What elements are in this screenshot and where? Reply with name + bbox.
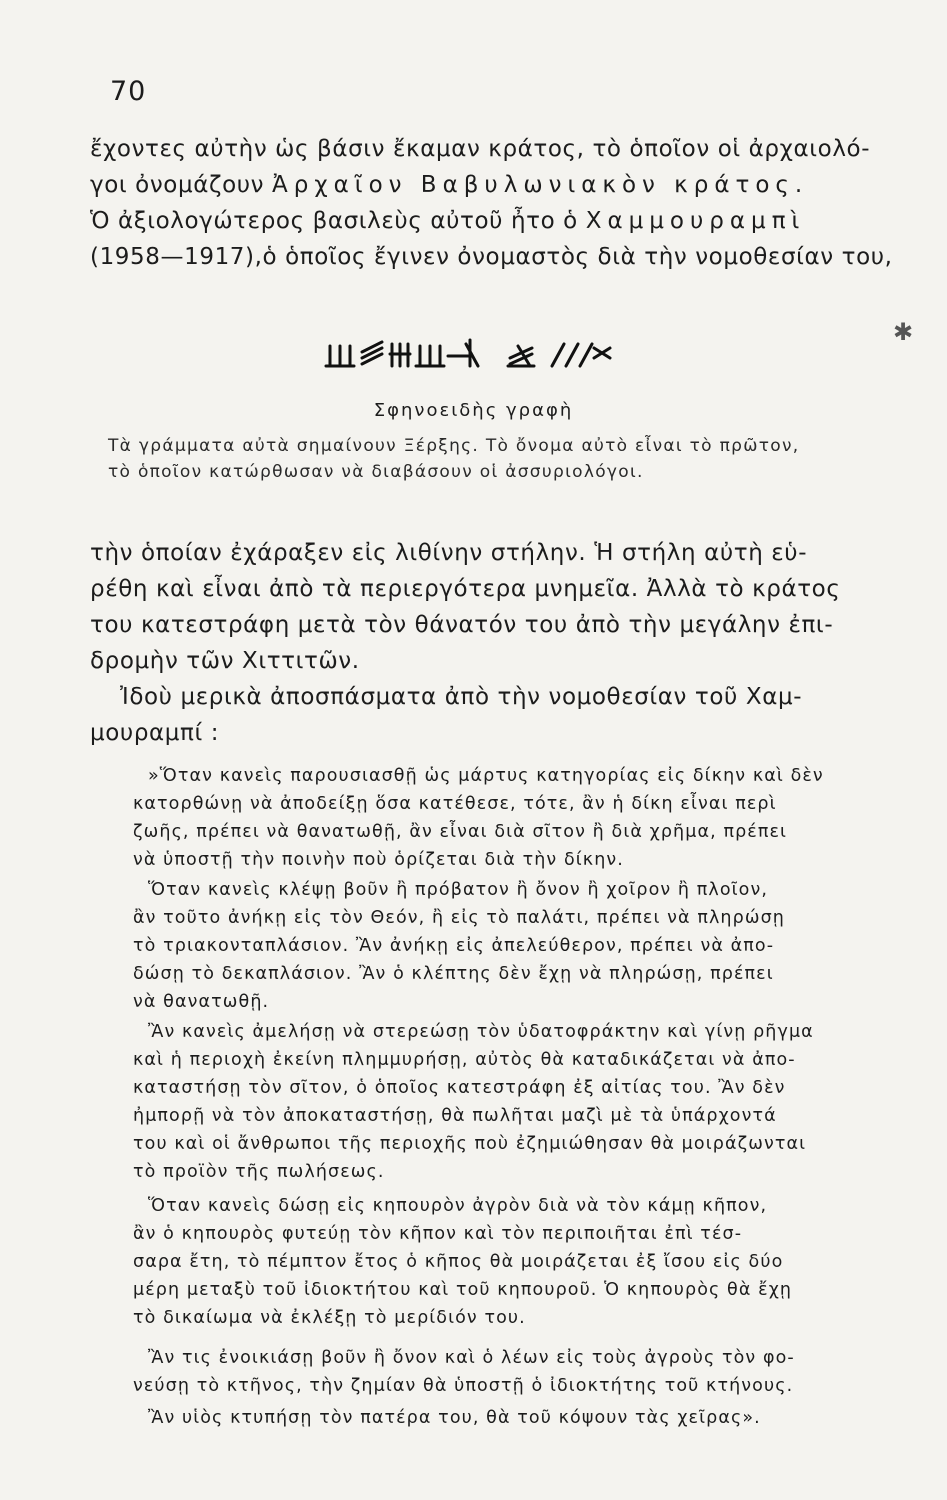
intro-line-3-text: Ὁ ἀξιολογώτερος βασιλεὺς αὐτοῦ ἦτο ὁ [90,208,586,234]
body-line-6: μουραμπί : [90,720,220,746]
cuneiform-script-figure [320,318,640,378]
body-line-2: ρέθη καὶ εἶναι ἀπὸ τὰ περιεργότερα μνημεῖα. Ἀλλὰ τὸ κράτος [90,576,841,602]
hammurabi-name: Χαμμουραμπὶ [585,208,806,234]
quote-line: νὰ θανατωθῇ. [133,992,270,1012]
quote-line: Ἂν κανεὶς ἀμελήσῃ νὰ στερεώσῃ τὸν ὑδατοφράκτην καὶ γίνῃ ρῆγμα [148,1022,814,1042]
quote-line: καὶ ἡ περιοχὴ ἐκείνη πλημμυρήσῃ, αὐτὸς θὰ καταδικάζεται νὰ ἀπο- [133,1050,796,1070]
ancient-babylonian-kingdom-term: Ἀρχαῖον Βαβυλωνιακὸν κράτος. [272,172,809,198]
quote-line: καταστήσῃ τὸν σῖτον, ὁ ὁποῖος κατεστράφη ἐξ αἰτίας του. Ἂν δὲν [133,1078,786,1098]
quote-line: ἂν ὁ κηπουρὸς φυτεύῃ τὸν κῆπον καὶ τὸν περιποιῆται ἐπὶ τέσ- [133,1224,743,1244]
body-line-3: του κατεστράφη μετὰ τὸν θάνατόν του ἀπὸ τὴν μεγάλην ἐπι- [90,612,834,638]
quote-line: Ὅταν κανεὶς δώσῃ εἰς κηπουρὸν ἀγρὸν διὰ νὰ τὸν κάμῃ κῆπον, [148,1196,768,1216]
figure-caption-line-1: Τὰ γράμματα αὐτὰ σημαίνουν Ξέρξης. Τὸ ὄνομα αὐτὸ εἶναι τὸ πρῶτον, [108,436,800,456]
quote-line: ζωῆς, πρέπει νὰ θανατωθῇ, ἂν εἶναι διὰ σῖτον ἢ διὰ χρῆμα, πρέπει [133,822,788,842]
intro-line-4: (1958—1917),ὁ ὁποῖος ἔγινεν ὀνομαστὸς διὰ τὴν νομοθεσίαν του, [90,244,893,270]
intro-line-2-text: γοι ὀνομάζουν [90,172,273,198]
body-line-4: δρομὴν τῶν Χιττιτῶν. [90,648,360,674]
quote-line: μέρη μεταξὺ τοῦ ἰδιοκτήτου καὶ τοῦ κηπουροῦ. Ὁ κηπουρὸς θὰ ἔχῃ [133,1280,793,1300]
body-line-1: τὴν ὁποίαν ἐχάραξεν εἰς λιθίνην στήλην. Ἡ στήλη αὐτὴ εὑ- [90,540,808,566]
quote-line: νὰ ὑποστῇ τὴν ποινὴν ποὺ ὁρίζεται διὰ τὴν δίκην. [133,850,624,870]
intro-line-2 [90,172,808,198]
quote-line: Ἂν υἱὸς κτυπήσῃ τὸν πατέρα του, θὰ τοῦ κόψουν τὰς χεῖρας». [148,1408,761,1428]
quote-line: τὸ προϊὸν τῆς πωλήσεως. [133,1162,385,1182]
quote-line: τὸ τριακονταπλάσιον. Ἂν ἀνήκῃ εἰς ἀπελεύθερον, πρέπει νὰ ἀπο- [133,936,775,956]
intro-line-1: ἔχοντες αὐτὴν ὡς βάσιν ἔκαμαν κράτος, τὸ ὁποῖον οἱ ἀρχαιολό- [90,136,871,162]
body-line-5: Ἰδοὺ μερικὰ ἀποσπάσματα ἀπὸ τὴν νομοθεσίαν τοῦ Χαμ- [120,684,803,710]
intro-line-3 [90,208,805,234]
page-number: 70 [110,76,147,107]
quote-line: ἂν τοῦτο ἀνήκῃ εἰς τὸν Θεόν, ἢ εἰς τὸ παλάτι, πρέπει νὰ πληρώσῃ [133,908,785,928]
figure-caption-title: Σφηνοειδὴς γραφὴ [373,400,574,421]
figure-caption-line-2: τὸ ὁποῖον κατώρθωσαν νὰ διαβάσουν οἱ ἀσσυριολόγοι. [108,462,644,482]
quote-line: »Ὅταν κανεὶς παρουσιασθῇ ὡς μάρτυς κατηγορίας εἰς δίκην καὶ δὲν [148,766,824,786]
quote-line: Ὅταν κανεὶς κλέψῃ βοῦν ἢ πρόβατον ἢ ὄνον ἢ χοῖρον ἢ πλοῖον, [148,880,769,900]
ink-mark-decoration: ✱ [893,318,914,346]
quote-line: του καὶ οἱ ἄνθρωποι τῆς περιοχῆς ποὺ ἐζημιώθησαν θὰ μοιράζωνται [133,1134,807,1154]
quote-line: κατορθώνῃ νὰ ἀποδείξῃ ὅσα κατέθεσε, τότε, ἂν ἡ δίκη εἶναι περὶ [133,794,777,814]
quote-line: τὸ δικαίωμα νὰ ἐκλέξῃ τὸ μερίδιόν του. [133,1308,526,1328]
quote-line: νεύσῃ τὸ κτῆνος, τὴν ζημίαν θὰ ὑποστῇ ὁ ἰδιοκτήτης τοῦ κτήνους. [133,1376,794,1396]
quote-line: Ἂν τις ἐνοικιάσῃ βοῦν ἢ ὄνον καὶ ὁ λέων εἰς τοὺς ἀγροὺς τὸν φο- [148,1348,795,1368]
quote-line: σαρα ἔτη, τὸ πέμπτον ἔτος ὁ κῆπος θὰ μοιράζεται ἐξ ἴσου εἰς δύο [133,1252,784,1272]
quote-line: δώσῃ τὸ δεκαπλάσιον. Ἂν ὁ κλέπτης δὲν ἔχῃ νὰ πληρώσῃ, πρέπει [133,964,774,984]
quote-line: ἠμπορῇ νὰ τὸν ἀποκαταστήσῃ, θὰ πωλῆται μαζὶ μὲ τὰ ὑπάρχοντά [133,1106,777,1126]
